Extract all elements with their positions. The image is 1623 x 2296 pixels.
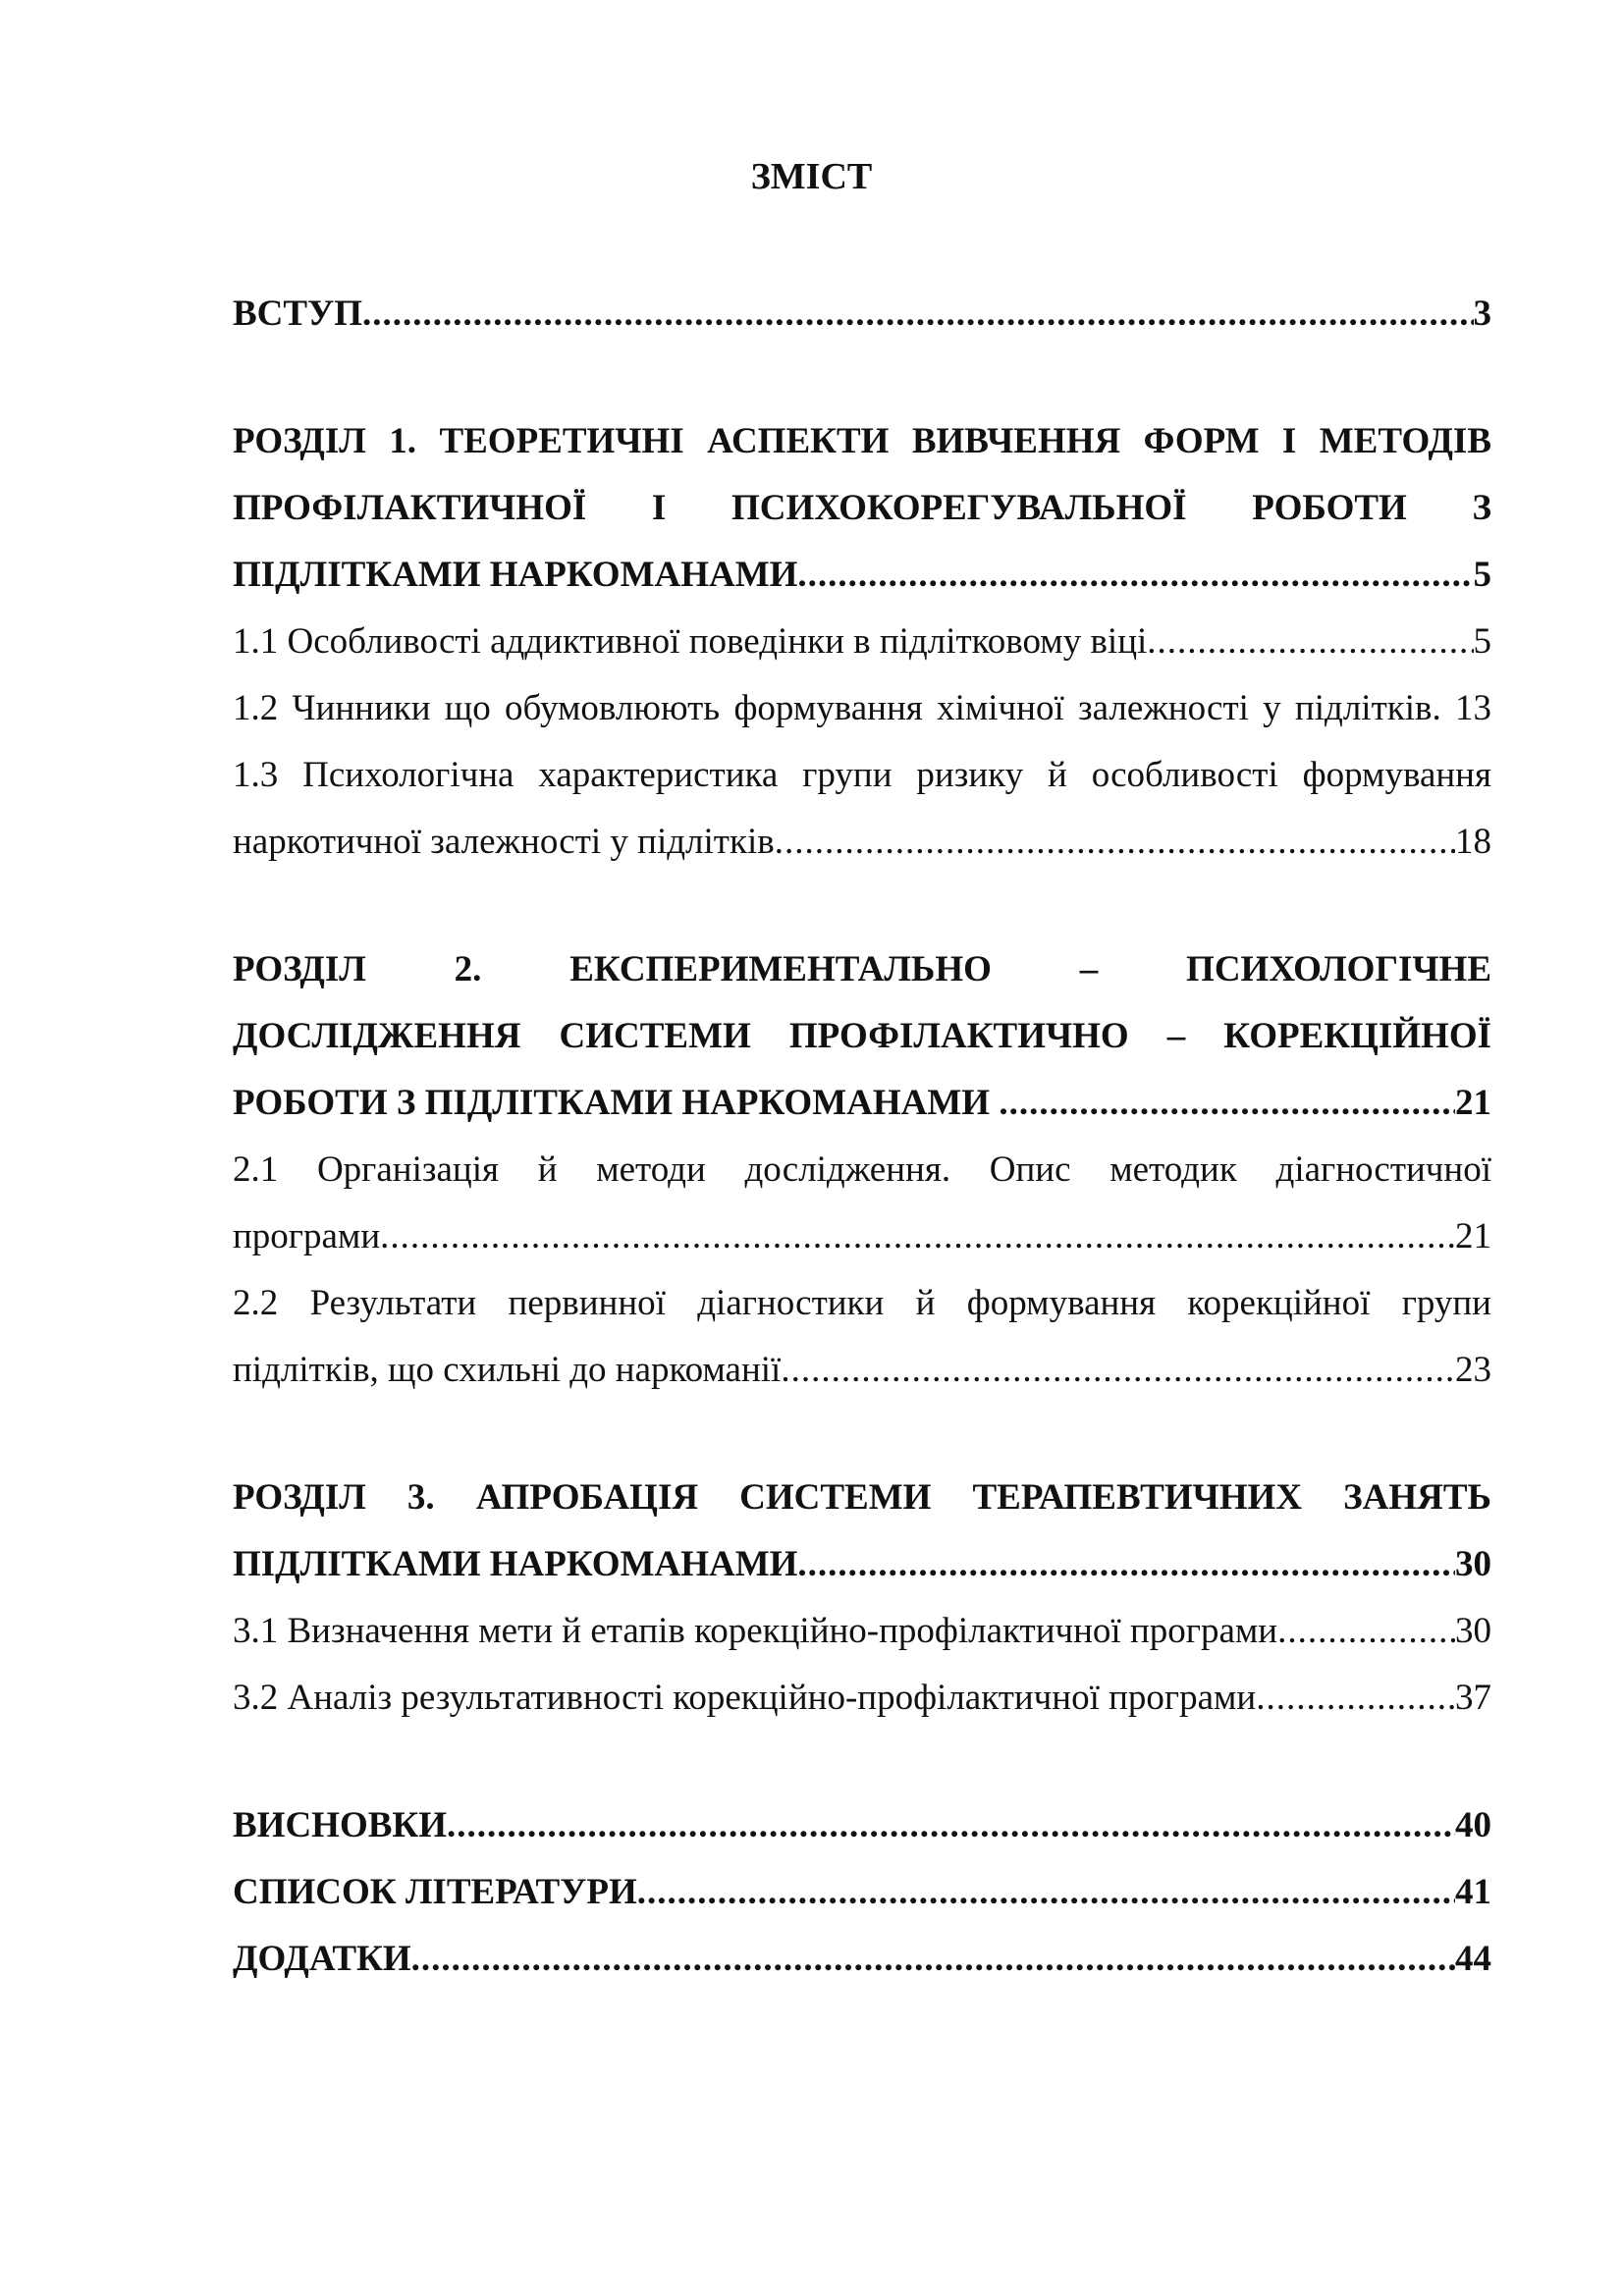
- toc-section1-heading-line1[interactable]: РОЗДІЛ 1. ТЕОРЕТИЧНІ АСПЕКТИ ВИВЧЕННЯ ФОРМ І МЕТОДІВ: [233, 421, 1491, 461]
- toc-page-number: 30: [1455, 1611, 1491, 1651]
- toc-leader-dots: [999, 1071, 1455, 1136]
- toc-page-number: 41: [1455, 1872, 1491, 1912]
- toc-entry-label: ВСТУП: [233, 294, 363, 334]
- toc-subsection-1-1[interactable]: [233, 610, 1491, 674]
- toc-subsection-2-2-line2[interactable]: [233, 1338, 1491, 1403]
- toc-subsection-2-2-line1[interactable]: 2.2 Результати первинної діагностики й формування корекційної групи: [233, 1283, 1491, 1323]
- toc-subsection-2-1-line2[interactable]: [233, 1204, 1491, 1269]
- toc-page-number: 18: [1455, 822, 1491, 862]
- toc-leader-dots: [781, 1338, 1455, 1403]
- toc-leader-dots: [1277, 1599, 1455, 1664]
- toc-entry-label: програми: [233, 1216, 381, 1256]
- toc-entry-appendices[interactable]: [233, 1927, 1491, 1992]
- toc-subsection-1-3-line2[interactable]: [233, 810, 1491, 875]
- toc-subsection-3-1[interactable]: [233, 1599, 1491, 1664]
- toc-entry-label: РОБОТИ З ПІДЛІТКАМИ НАРКОМАНАМИ: [233, 1083, 1000, 1123]
- toc-entry-label: 3.2 Аналіз результативності корекційно-профілактичної програми: [233, 1678, 1257, 1718]
- toc-page-number: 30: [1455, 1544, 1491, 1584]
- toc-entry-label: 1.1 Особливості аддиктивної поведінки в підлітковому віці: [233, 621, 1148, 662]
- toc-leader-dots: [797, 543, 1473, 608]
- toc-section3-heading-line2[interactable]: [233, 1532, 1491, 1597]
- toc-section3-heading-line1[interactable]: РОЗДІЛ 3. АПРОБАЦІЯ СИСТЕМИ ТЕРАПЕВТИЧНИХ ЗАНЯТЬ: [233, 1477, 1491, 1518]
- toc-page-number: 21: [1455, 1216, 1491, 1256]
- toc-section2-heading-line3[interactable]: [233, 1071, 1491, 1136]
- toc-entry-references[interactable]: [233, 1860, 1491, 1925]
- toc-entry-label: ДОДАТКИ: [233, 1939, 411, 1979]
- toc-page-number: 5: [1473, 555, 1491, 595]
- toc-leader-dots: [380, 1204, 1455, 1269]
- toc-leader-dots: [1256, 1666, 1455, 1731]
- toc-section1-heading-line3[interactable]: [233, 543, 1491, 608]
- toc-leader-dots: [637, 1860, 1455, 1925]
- toc-leader-dots: [797, 1532, 1455, 1597]
- toc-leader-dots: [775, 810, 1455, 875]
- toc-entry-label: підлітків, що схильні до наркоманії: [233, 1350, 782, 1390]
- toc-page-number: 3: [1473, 294, 1491, 334]
- toc-page-number: 37: [1455, 1678, 1491, 1718]
- toc-entry-label: ПІДЛІТКАМИ НАРКОМАНАМИ: [233, 555, 798, 595]
- page-title: ЗМІСТ: [750, 156, 873, 197]
- toc-section2-heading-line1[interactable]: РОЗДІЛ 2. ЕКСПЕРИМЕНТАЛЬНО – ПСИХОЛОГІЧНЕ: [233, 949, 1491, 989]
- toc-subsection-3-2[interactable]: [233, 1666, 1491, 1731]
- toc-leader-dots: [1147, 610, 1473, 674]
- toc-entry-label: СПИСОК ЛІТЕРАТУРИ: [233, 1872, 637, 1912]
- toc-page-number: 40: [1455, 1805, 1491, 1845]
- toc-section1-heading-line2[interactable]: ПРОФІЛАКТИЧНОЇ І ПСИХОКОРЕГУВАЛЬНОЇ РОБОТИ З: [233, 488, 1491, 528]
- toc-subsection-1-2[interactable]: 1.2 Чинники що обумовлюють формування хімічної залежності у підлітків. 13: [233, 688, 1491, 728]
- toc-entry-label: ПІДЛІТКАМИ НАРКОМАНАМИ: [233, 1544, 798, 1584]
- toc-page-number: 23: [1455, 1350, 1491, 1390]
- toc-entry-label: ВИСНОВКИ: [233, 1805, 448, 1845]
- toc-page-number: 44: [1455, 1939, 1491, 1979]
- toc-subsection-2-1-line1[interactable]: 2.1 Організація й методи дослідження. Опис методик діагностичної: [233, 1149, 1491, 1190]
- toc-page-number: 5: [1473, 621, 1491, 662]
- toc-section2-heading-line2[interactable]: ДОСЛІДЖЕННЯ СИСТЕМИ ПРОФІЛАКТИЧНО – КОРЕКЦІЙНОЇ: [233, 1016, 1491, 1056]
- toc-page-number: 21: [1455, 1083, 1491, 1123]
- toc-subsection-1-3-line1[interactable]: 1.3 Психологічна характеристика групи ризику й особливості формування: [233, 755, 1491, 795]
- toc-entry-conclusions[interactable]: [233, 1793, 1491, 1858]
- toc-leader-dots: [362, 282, 1473, 347]
- toc-leader-dots: [411, 1927, 1455, 1992]
- toc-leader-dots: [447, 1793, 1455, 1858]
- toc-entry-label: наркотичної залежності у підлітків: [233, 822, 775, 862]
- toc-entry-intro[interactable]: [233, 282, 1491, 347]
- toc-entry-label: 3.1 Визначення мети й етапів корекційно-профілактичної програми: [233, 1611, 1278, 1651]
